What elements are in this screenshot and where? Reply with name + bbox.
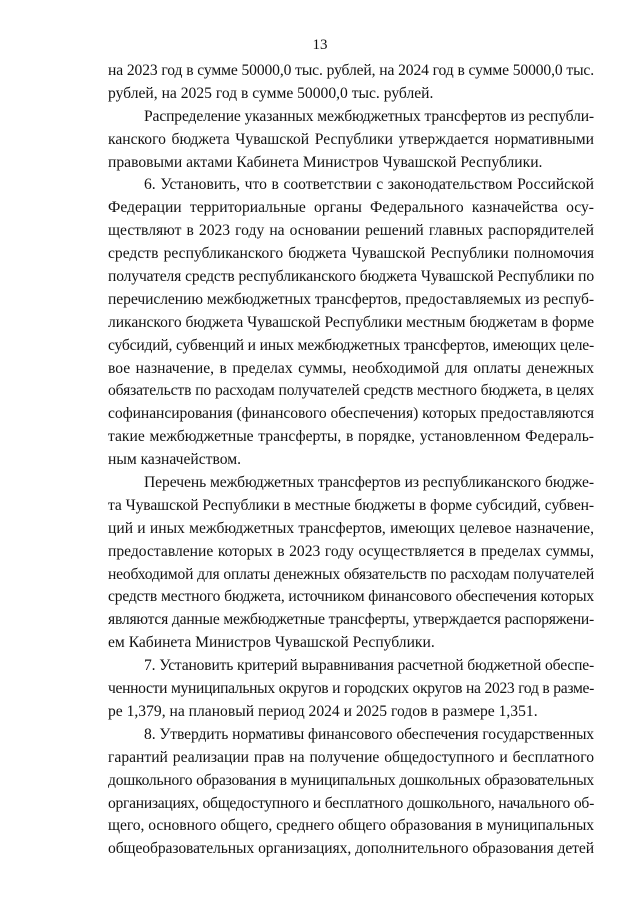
text-line: та Чувашской Республики в местные бюджеты в форме субсидий, субвен- [108,496,594,514]
text-line: вое назначение, в пределах суммы, необходимой для оплаты денежных [108,359,594,377]
text-line: Распределение указанных межбюджетных трансфертов из республи- [144,107,594,125]
paragraph-p2 [108,174,594,472]
text-line: щего, основного общего, среднего общего образования в муниципальных [108,817,594,835]
text-line: рублей, на 2025 год в сумме 50000,0 тыс. рублей. [108,84,434,102]
paragraph-p4 [108,655,594,724]
text-line: ным казначейством. [108,451,242,469]
text-line: дошкольного образования в муниципальных дошкольных образовательных [108,771,594,789]
paragraph-p3 [108,472,594,655]
text-line: 7. Установить критерий выравнивания расчетной бюджетной обеспе- [144,657,594,675]
text-line: гарантий реализации прав на получение общедоступного и бесплатного [108,748,594,766]
text-line: Федерации территориальные органы Федерального казначейства осу- [108,199,594,217]
text-line: ликанского бюджета Чувашской Республики местным бюджетам в форме [108,313,594,331]
text-line: 8. Утвердить нормативы финансового обеспечения государственных [144,725,594,743]
text-line: обязательств по расходам получателей средств местного бюджета, в целях [108,382,594,400]
text-line: софинансирования (финансового обеспечения) которых предоставляются [108,405,594,423]
text-line: ченности муниципальных округов и городских округов на 2023 год в разме- [108,680,594,698]
text-line: Перечень межбюджетных трансфертов из республиканского бюдже- [144,474,594,492]
text-line: перечислению межбюджетных трансфертов, предоставляемых из респуб- [108,290,594,308]
page-number: 13 [312,37,328,53]
text-line: субсидий, субвенций и иных межбюджетных трансфертов, имеющих целе- [108,336,594,354]
text-line: являются данные межбюджетные трансферты, утверждается распоряжени- [108,611,594,629]
text-line: такие межбюджетные трансферты, в порядке, установленном Федераль- [108,428,594,446]
text-line: необходимой для оплаты денежных обязательств по расходам получателей [108,565,594,583]
text-line: ций и иных межбюджетных трансфертов, имеющих целевое назначение, [108,519,594,537]
text-line: общеобразовательных организациях, дополнительного образования детей [108,840,594,858]
text-line: ществляют в 2023 году на основании решений главных распорядителей [108,222,594,240]
text-line: получателя средств республиканского бюджета Чувашской Республики по [108,268,594,286]
text-line: ем Кабинета Министров Чувашской Республики. [108,634,435,652]
text-line: средств республиканского бюджета Чувашской Республики полномочия [108,245,594,263]
paragraph-p5 [108,724,594,861]
text-line: ре 1,379, на плановый период 2024 и 2025 годов в размере 1,351. [108,702,538,720]
text-line: предоставление которых в 2023 году осуществляется в пределах суммы, [108,542,594,560]
text-line: канского бюджета Чувашской Республики утверждается нормативными [108,130,594,148]
text-line: организациях, общедоступного и бесплатного дошкольного, начального об- [108,794,594,812]
text-line: средств местного бюджета, источником финансового обеспечения которых [108,588,594,606]
paragraph-p0 [108,60,594,106]
text-line: на 2023 год в сумме 50000,0 тыс. рублей, на 2024 год в сумме 50000,0 тыс. [108,62,594,79]
document-body [108,60,594,861]
text-line: 6. Установить, что в соответствии с законодательством Российской [144,176,594,194]
paragraph-p1 [108,106,594,175]
text-line: правовыми актами Кабинета Министров Чувашской Республики. [108,153,543,171]
